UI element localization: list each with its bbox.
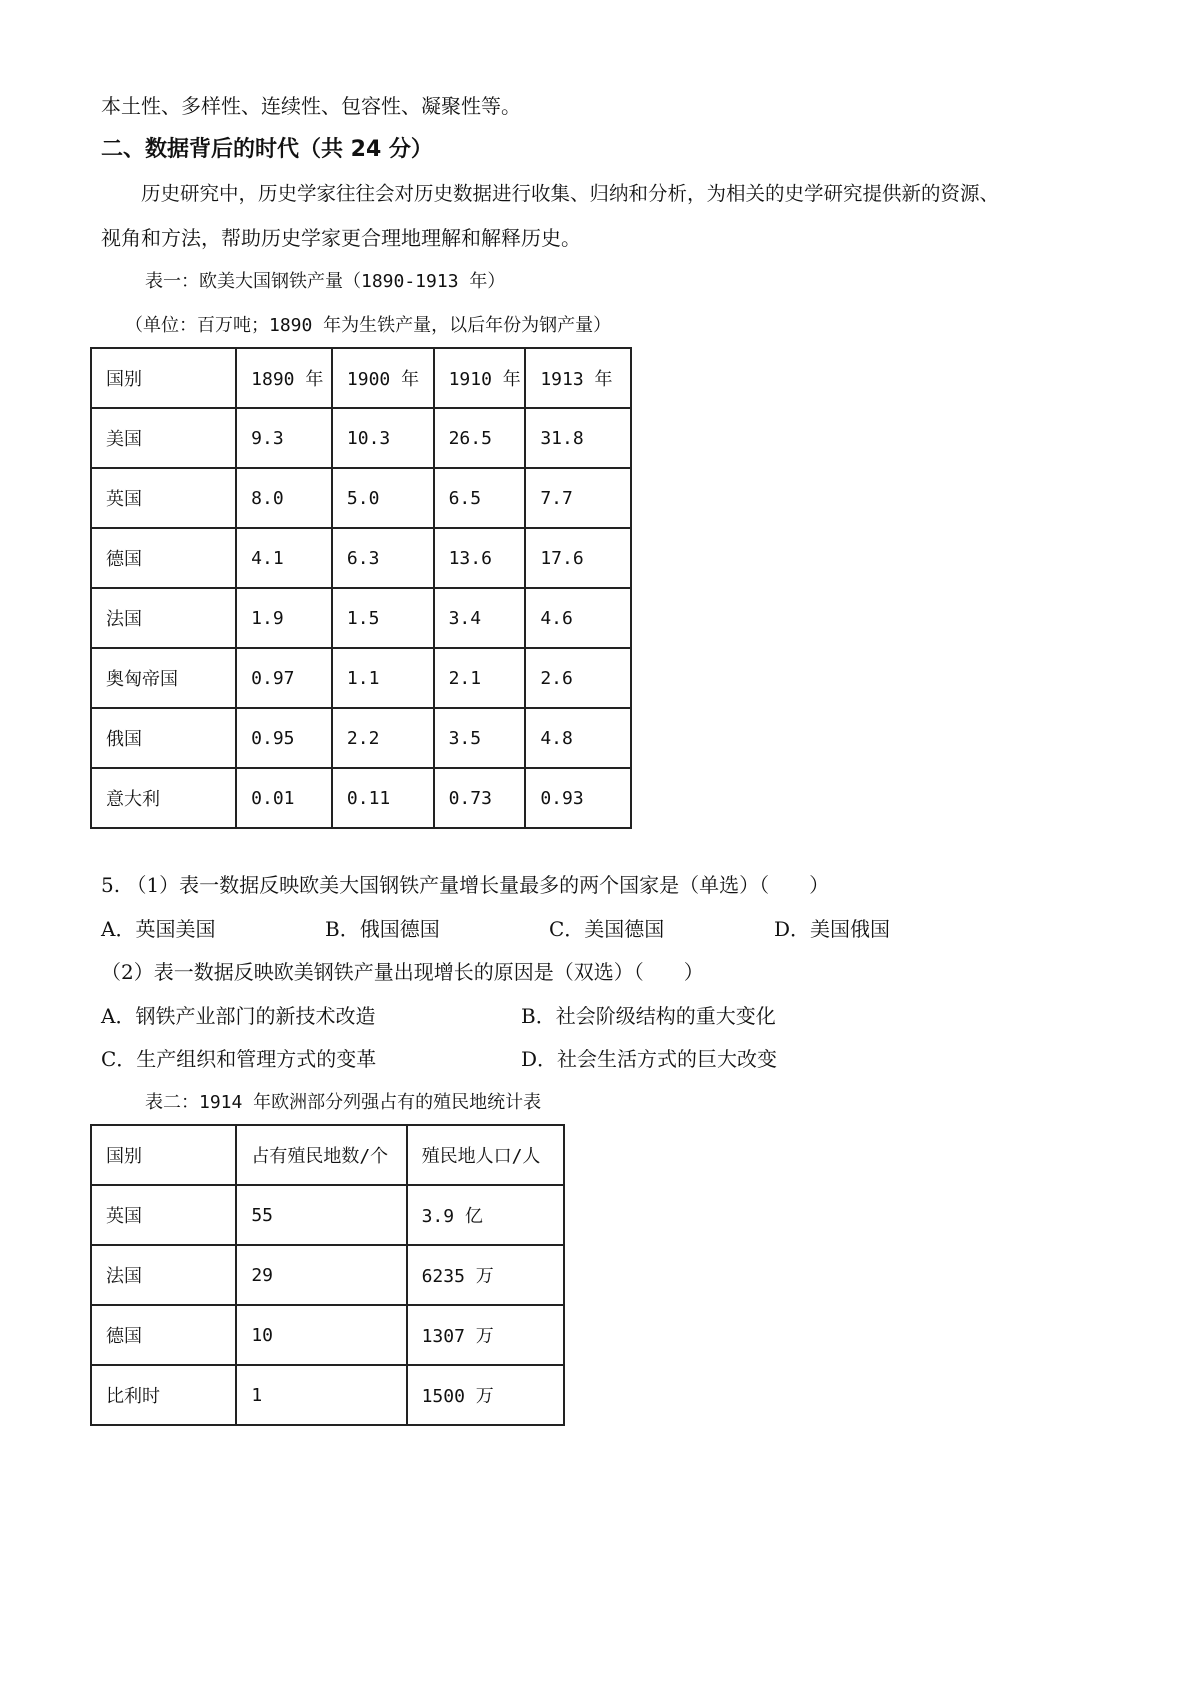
table-cell: 德国 xyxy=(91,1305,236,1365)
table-cell: 德国 xyxy=(91,528,236,588)
table-row xyxy=(91,1305,564,1365)
table2-caption: 表二：1914 年欧洲部分列强占有的殖民地统计表 xyxy=(145,1092,542,1113)
table-cell: 法国 xyxy=(91,1245,236,1305)
table-cell: 1500 万 xyxy=(407,1365,564,1425)
table1-note: （单位：百万吨；1890 年为生铁产量，以后年份为钢产量） xyxy=(125,315,612,336)
table-header-row xyxy=(91,348,631,408)
table-cell: 2.2 xyxy=(332,708,434,768)
table-cell: 3.5 xyxy=(434,708,526,768)
header-cell: 1890 年 xyxy=(236,348,332,408)
table-cell: 2.6 xyxy=(525,648,631,708)
table-cell: 6.5 xyxy=(434,468,526,528)
table-cell: 9.3 xyxy=(236,408,332,468)
table-cell: 7.7 xyxy=(525,468,631,528)
table-cell: 6.3 xyxy=(332,528,434,588)
table-row xyxy=(91,1245,564,1305)
table-row xyxy=(91,408,631,468)
table-cell: 1.9 xyxy=(236,588,332,648)
table-cell: 1.1 xyxy=(332,648,434,708)
table-cell: 1307 万 xyxy=(407,1305,564,1365)
table-cell: 3.9 亿 xyxy=(407,1185,564,1245)
q5-2-option-d: D．社会生活方式的巨大改变 xyxy=(521,1047,778,1071)
question5-part1-stem: 5. （1）表一数据反映欧美大国钢铁产量增长量最多的两个国家是（单选）（ ） xyxy=(101,873,830,897)
q5-2-option-c: C．生产组织和管理方式的变革 xyxy=(101,1047,377,1071)
q5-1-option-c: C．美国德国 xyxy=(549,917,665,941)
table1-caption: 表一：欧美大国钢铁产量（1890-1913 年） xyxy=(145,271,506,292)
header-cell: 1910 年 xyxy=(434,348,526,408)
table-header-row xyxy=(91,1125,564,1185)
table-cell: 1 xyxy=(236,1365,406,1425)
table-cell: 2.1 xyxy=(434,648,526,708)
paragraph-line-2: 视角和方法，帮助历史学家更合理地理解和解释历史。 xyxy=(101,226,581,250)
table-cell: 6235 万 xyxy=(407,1245,564,1305)
table-cell: 5.0 xyxy=(332,468,434,528)
table-cell: 0.01 xyxy=(236,768,332,828)
steel-production-table xyxy=(90,347,632,829)
table-cell: 26.5 xyxy=(434,408,526,468)
table-cell: 8.0 xyxy=(236,468,332,528)
table-cell: 1.5 xyxy=(332,588,434,648)
table-cell: 4.6 xyxy=(525,588,631,648)
table-row xyxy=(91,1365,564,1425)
table-cell: 29 xyxy=(236,1245,406,1305)
table-cell: 4.1 xyxy=(236,528,332,588)
table-row xyxy=(91,1185,564,1245)
table-row xyxy=(91,528,631,588)
table-cell: 0.93 xyxy=(525,768,631,828)
header-cell: 1913 年 xyxy=(525,348,631,408)
header-cell: 殖民地人口/人 xyxy=(407,1125,564,1185)
table-cell: 英国 xyxy=(91,1185,236,1245)
table-cell: 美国 xyxy=(91,408,236,468)
table-cell: 0.95 xyxy=(236,708,332,768)
table-cell: 比利时 xyxy=(91,1365,236,1425)
q5-1-option-b: B．俄国德国 xyxy=(325,917,440,941)
table-cell: 意大利 xyxy=(91,768,236,828)
table-row xyxy=(91,708,631,768)
header-cell: 1900 年 xyxy=(332,348,434,408)
table-cell: 10 xyxy=(236,1305,406,1365)
table-cell: 奥匈帝国 xyxy=(91,648,236,708)
table-row xyxy=(91,648,631,708)
table-cell: 3.4 xyxy=(434,588,526,648)
table-cell: 13.6 xyxy=(434,528,526,588)
table-cell: 英国 xyxy=(91,468,236,528)
table-row xyxy=(91,588,631,648)
table-cell: 55 xyxy=(236,1185,406,1245)
intro-tail-text: 本土性、多样性、连续性、包容性、凝聚性等。 xyxy=(101,94,521,118)
paragraph-line-1: 历史研究中，历史学家往往会对历史数据进行收集、归纳和分析，为相关的史学研究提供新的资源、 xyxy=(141,182,1000,205)
table-row xyxy=(91,768,631,828)
q5-1-option-a: A．英国美国 xyxy=(101,917,216,941)
question5-part2-stem: （2）表一数据反映欧美钢铁产量出现增长的原因是（双选）（ ） xyxy=(101,960,704,984)
colony-statistics-table xyxy=(90,1124,565,1426)
table-row xyxy=(91,468,631,528)
q5-1-option-d: D．美国俄国 xyxy=(774,917,891,941)
q5-2-option-b: B．社会阶级结构的重大变化 xyxy=(521,1004,776,1028)
header-cell: 占有殖民地数/个 xyxy=(236,1125,406,1185)
section-title: 二、数据背后的时代（共 24 分） xyxy=(101,137,433,162)
header-cell: 国别 xyxy=(91,1125,236,1185)
table-cell: 17.6 xyxy=(525,528,631,588)
table-cell: 0.73 xyxy=(434,768,526,828)
table-cell: 0.97 xyxy=(236,648,332,708)
table-cell: 俄国 xyxy=(91,708,236,768)
table-cell: 法国 xyxy=(91,588,236,648)
table-cell: 0.11 xyxy=(332,768,434,828)
table-cell: 10.3 xyxy=(332,408,434,468)
table-cell: 31.8 xyxy=(525,408,631,468)
header-cell: 国别 xyxy=(91,348,236,408)
table-cell: 4.8 xyxy=(525,708,631,768)
q5-2-option-a: A．钢铁产业部门的新技术改造 xyxy=(101,1004,376,1028)
